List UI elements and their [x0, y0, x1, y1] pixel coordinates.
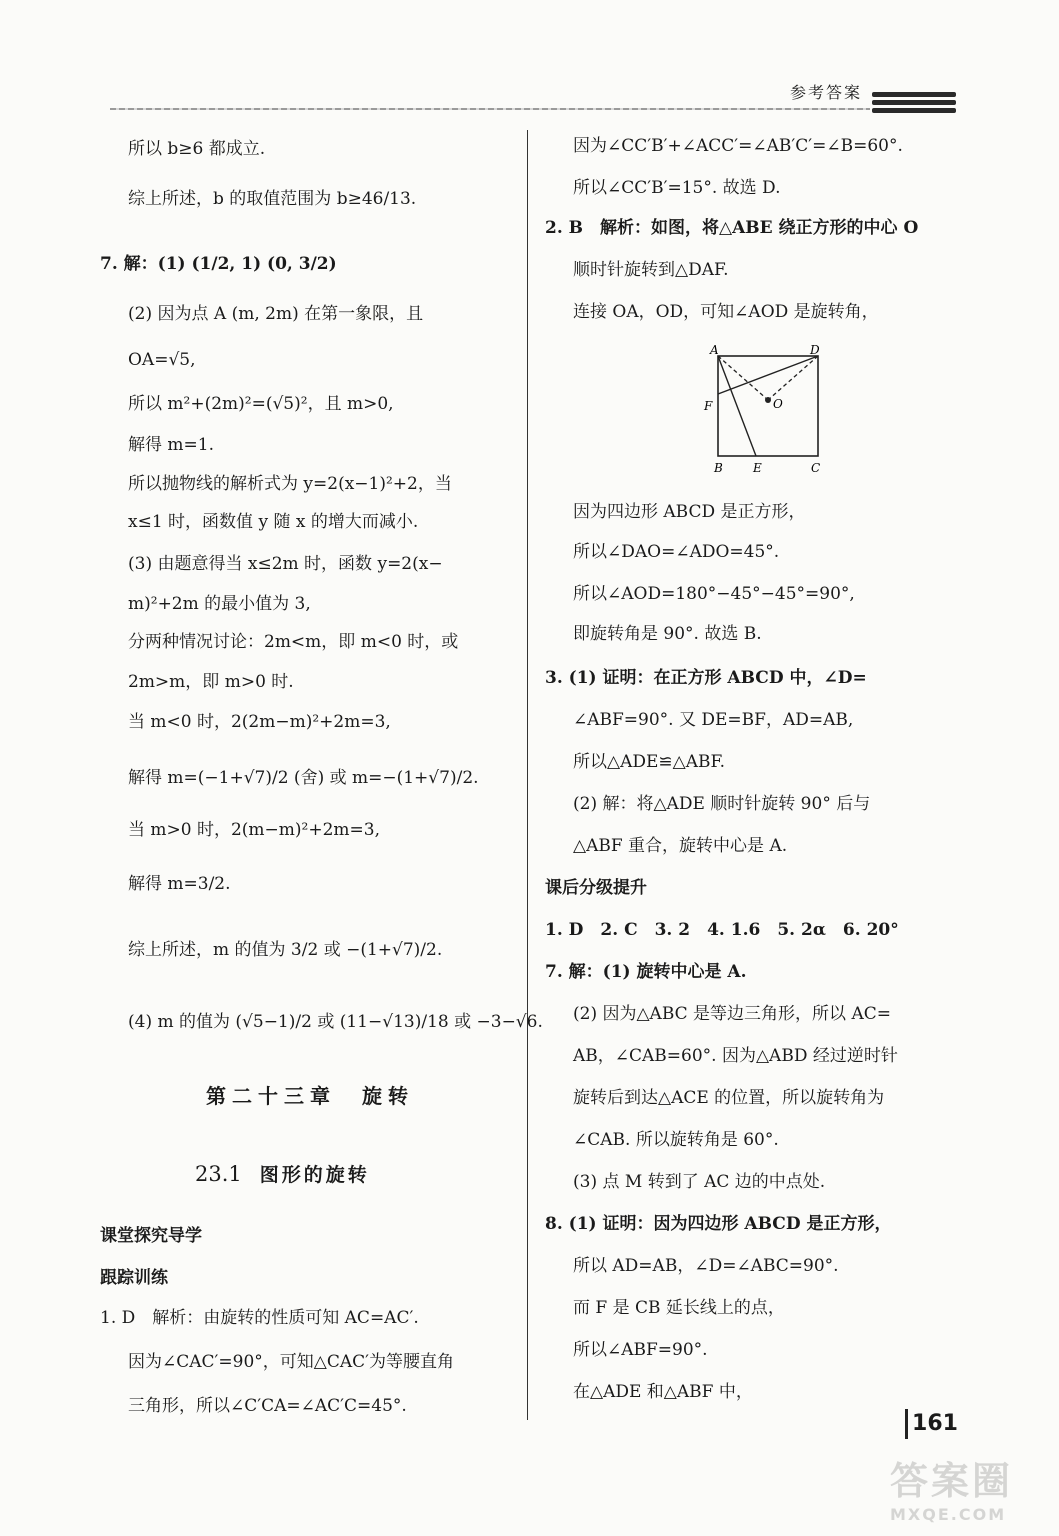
point-label: E	[753, 461, 762, 475]
text-line: 所以∠ABF=90°.	[573, 1340, 708, 1360]
text-line: (3) 点 M 转到了 AC 边的中点处.	[573, 1172, 826, 1192]
text-line: 在△ADE 和△ABF 中，	[573, 1382, 753, 1402]
text-line: 连接 OA，OD，可知∠AOD 是旋转角，	[573, 302, 879, 322]
text-line: 所以∠AOD=180°−45°−45°=90°,	[573, 584, 855, 604]
question-7: 7. 解：(1) (1/2, 1) (0, 3/2)	[100, 254, 337, 274]
text-line: 而 F 是 CB 延长线上的点，	[573, 1298, 785, 1318]
segment-df	[718, 356, 818, 394]
text-line: 解得 m=(−1+√7)/2 (舍) 或 m=−(1+√7)/2.	[128, 768, 479, 788]
point-label: B	[714, 461, 723, 475]
text-line: 因为∠CAC′=90°，可知△CAC′为等腰直角	[128, 1352, 454, 1372]
question-1: 1. D 解析：由旋转的性质可知 AC=AC′.	[100, 1308, 419, 1328]
point-label: C	[811, 461, 821, 475]
text-line: 旋转后到达△ACE 的位置，所以旋转角为	[573, 1088, 885, 1108]
text-line: 因为∠CC′B′+∠ACC′=∠AB′C′=∠B=60°.	[573, 136, 903, 156]
watermark-url: MXQE.COM	[890, 1505, 1007, 1524]
text-line: (4) m 的值为 (√5−1)/2 或 (11−√13)/18 或 −3−√6.	[128, 1012, 543, 1032]
text-line: 解得 m=1.	[128, 435, 214, 455]
question-2: 2. B 解析：如图，将△ABE 绕正方形的中心 O	[545, 218, 919, 238]
square-rotation-figure	[698, 342, 838, 482]
text-line: OA=√5,	[128, 350, 196, 370]
text-line: ∠CAB. 所以旋转角是 60°.	[573, 1130, 779, 1150]
point-label: A	[710, 343, 719, 357]
text-line: 分两种情况讨论：2m<m，即 m<0 时，或	[128, 632, 459, 652]
text-line: m)²+2m 的最小值为 3,	[128, 594, 311, 614]
point-label: F	[704, 399, 713, 413]
text-line: 所以∠DAO=∠ADO=45°.	[573, 542, 780, 562]
text-line: (2) 因为△ABC 是等边三角形，所以 AC=	[573, 1004, 891, 1024]
subheading: 课堂探究导学	[100, 1226, 202, 1246]
question-8: 8. (1) 证明：因为四边形 ABCD 是正方形，	[545, 1214, 892, 1234]
text-line: (3) 由题意得当 x≤2m 时，函数 y=2(x−	[128, 554, 443, 574]
text-line: 综上所述，b 的取值范围为 b≥46/13.	[128, 189, 417, 209]
text-line: 2m>m，即 m>0 时.	[128, 672, 294, 692]
text-line: 综上所述，m 的值为 3/2 或 −(1+√7)/2.	[128, 940, 443, 960]
text-line: 当 m>0 时，2(m−m)²+2m=3,	[128, 820, 381, 840]
text-line: (2) 解：将△ADE 顺时针旋转 90° 后与	[573, 794, 871, 814]
header-decoration	[872, 92, 956, 120]
center-point	[765, 397, 771, 403]
text-line: 所以 m²+(2m)²=(√5)²，且 m>0,	[128, 394, 394, 414]
point-label: D	[810, 343, 820, 357]
text-line: 所以 AD=AB，∠D=∠ABC=90°.	[573, 1256, 839, 1276]
subheading: 跟踪训练	[100, 1268, 168, 1288]
watermark-text: 答案圈	[890, 1459, 1014, 1503]
text-line: x≤1 时，函数值 y 随 x 的增大而减小.	[128, 512, 419, 532]
text-line: 当 m<0 时，2(2m−m)²+2m=3,	[128, 712, 391, 732]
answers-list: 1. D 2. C 3. 2 4. 1.6 5. 2α 6. 20°	[545, 920, 899, 940]
header-rule	[110, 108, 870, 110]
column-divider	[527, 130, 528, 1420]
text-line: AB，∠CAB=60°. 因为△ABD 经过逆时针	[573, 1046, 898, 1066]
page-number: 161	[905, 1409, 962, 1439]
section-number: 23.1	[195, 1162, 242, 1186]
chapter-title: 第二十三章 旋转	[206, 1084, 414, 1108]
text-line: 所以∠CC′B′=15°. 故选 D.	[573, 178, 781, 198]
question-3: 3. (1) 证明：在正方形 ABCD 中，∠D=	[545, 668, 867, 688]
question-7: 7. 解：(1) 旋转中心是 A.	[545, 962, 747, 982]
text-line: 因为四边形 ABCD 是正方形，	[573, 502, 806, 522]
text-line: 即旋转角是 90°. 故选 B.	[573, 624, 762, 644]
section-name: 图形的旋转	[259, 1164, 370, 1186]
running-header: 参考答案	[790, 83, 863, 102]
point-label: O	[773, 397, 783, 411]
text-line: (2) 因为点 A (m, 2m) 在第一象限，且	[128, 304, 424, 324]
text-line: ∠ABF=90°. 又 DE=BF，AD=AB,	[573, 710, 854, 730]
section-title	[195, 1160, 370, 1187]
text-line: 顺时针旋转到△DAF.	[573, 260, 729, 280]
text-line: 三角形，所以∠C′CA=∠AC′C=45°.	[128, 1396, 407, 1416]
text-line: △ABF 重合，旋转中心是 A.	[573, 836, 788, 856]
text-line: 所以 b≥6 都成立.	[128, 139, 266, 159]
square-abcd	[718, 356, 818, 456]
text-line: 所以抛物线的解析式为 y=2(x−1)²+2，当	[128, 474, 452, 494]
text-line: 所以△ADE≌△ABF.	[573, 752, 726, 772]
subheading: 课后分级提升	[545, 878, 647, 898]
segment-od	[768, 356, 818, 400]
watermark	[890, 1450, 1050, 1530]
segment-ae	[718, 356, 756, 456]
text-line: 解得 m=3/2.	[128, 874, 231, 894]
